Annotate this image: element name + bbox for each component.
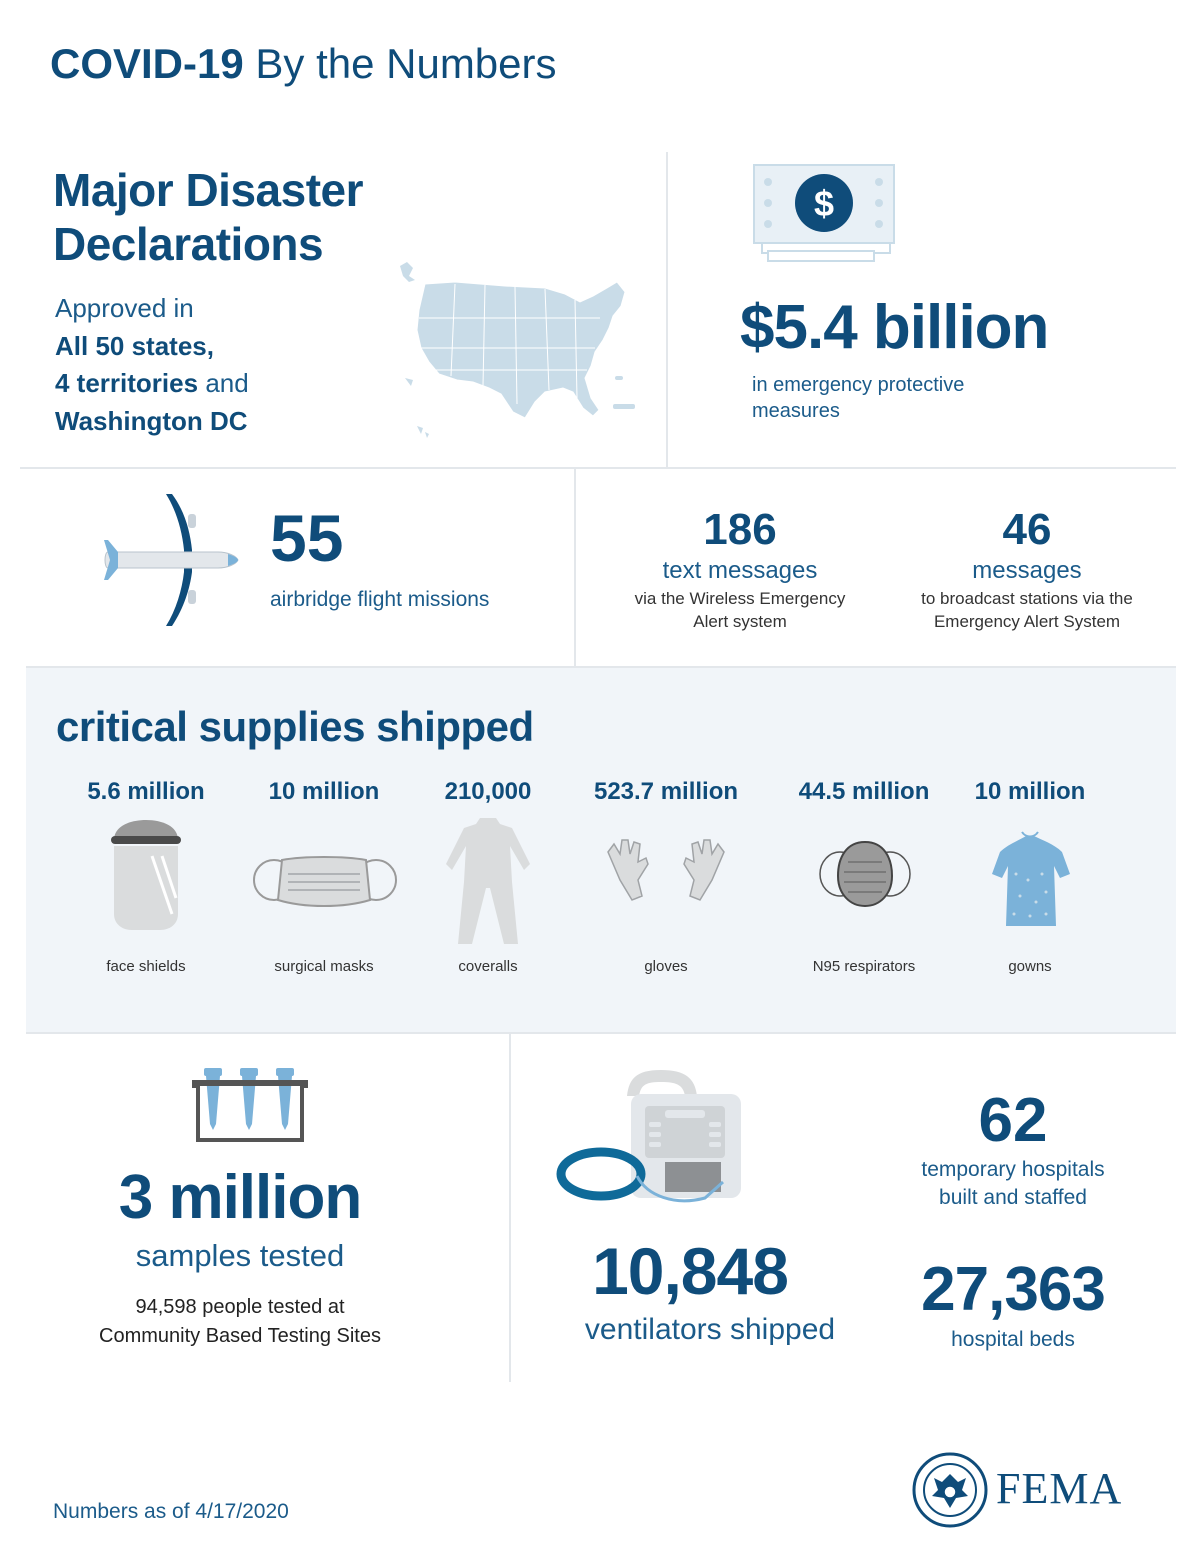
surgical-mask-icon bbox=[244, 818, 404, 948]
divider bbox=[509, 1034, 511, 1382]
supply-value: 523.7 million bbox=[593, 778, 739, 805]
text-messages-description: via the Wireless Emergency Alert system bbox=[634, 589, 846, 631]
tests-label: samples tested bbox=[135, 1238, 345, 1273]
heading-line: Major Disaster bbox=[53, 164, 364, 216]
fema-logo-text: FEMA bbox=[996, 1464, 1123, 1513]
flights-value: 55 bbox=[270, 501, 344, 575]
page-title bbox=[50, 40, 557, 88]
supply-value: 210,000 bbox=[444, 778, 532, 805]
text-messages-value: 186 bbox=[703, 505, 777, 554]
supply-label: N95 respirators bbox=[812, 958, 916, 975]
svg-text:$: $ bbox=[813, 183, 835, 224]
heading-line: Declarations bbox=[53, 218, 324, 270]
face-shield-icon bbox=[66, 818, 226, 948]
supply-item bbox=[408, 778, 568, 975]
ventilators-label: ventilators shipped bbox=[584, 1313, 836, 1346]
tests-subtext-line: 94,598 people tested at bbox=[135, 1296, 345, 1318]
data-date-note: Numbers as of 4/17/2020 bbox=[53, 1500, 289, 1523]
supply-item bbox=[586, 778, 746, 975]
supply-label: gloves bbox=[644, 958, 688, 975]
supply-item bbox=[244, 778, 404, 975]
test-tubes-icon bbox=[188, 1064, 312, 1144]
hospitals-label bbox=[893, 1156, 1133, 1212]
divider bbox=[26, 1032, 1176, 1034]
tests-value: 3 million bbox=[118, 1163, 362, 1232]
gloves-icon bbox=[586, 818, 746, 948]
dhs-seal-icon bbox=[912, 1452, 988, 1528]
supply-value: 44.5 million bbox=[798, 778, 930, 805]
funding-value: $5.4 billion bbox=[740, 293, 1049, 362]
text-messages-title: text messages bbox=[662, 557, 818, 584]
dc-text: Washington DC bbox=[55, 405, 248, 436]
title-rest: By the Numbers bbox=[255, 40, 557, 87]
hospitals-value: 62 bbox=[978, 1086, 1048, 1155]
declarations-heading bbox=[53, 163, 363, 271]
states-text: All 50 states, bbox=[55, 330, 214, 361]
supplies-heading: critical supplies shipped bbox=[56, 703, 534, 750]
airplane-icon bbox=[100, 490, 245, 630]
beds-label: hospital beds bbox=[951, 1328, 1075, 1351]
supply-value: 10 million bbox=[268, 778, 380, 805]
coveralls-icon bbox=[408, 818, 568, 948]
supply-value: 10 million bbox=[974, 778, 1086, 805]
divider bbox=[666, 152, 668, 467]
divider bbox=[574, 469, 576, 666]
title-bold: COVID-19 bbox=[50, 40, 244, 87]
hospitals-label-line: built and staffed bbox=[939, 1186, 1087, 1209]
supply-item bbox=[66, 778, 226, 975]
funding-description: in emergency protective measures bbox=[752, 374, 965, 422]
ventilators-value: 10,848 bbox=[592, 1234, 788, 1308]
ventilator-icon bbox=[555, 1066, 750, 1212]
territories-text: 4 territories bbox=[55, 368, 199, 398]
declarations-details bbox=[55, 290, 249, 440]
supply-label: face shields bbox=[106, 958, 186, 975]
tests-subtext bbox=[60, 1293, 420, 1351]
broadcast-messages-value: 46 bbox=[1002, 505, 1052, 554]
supply-label: gowns bbox=[1008, 958, 1052, 975]
dollar-bill-icon bbox=[752, 163, 897, 265]
broadcast-messages-title: messages bbox=[972, 557, 1082, 584]
flights-label: airbridge flight missions bbox=[270, 588, 490, 611]
approved-text: Approved in bbox=[55, 293, 194, 323]
gown-icon bbox=[950, 818, 1110, 948]
divider bbox=[20, 467, 1176, 469]
supply-label: surgical masks bbox=[274, 958, 374, 975]
supply-label: coveralls bbox=[458, 958, 518, 975]
beds-value: 27,363 bbox=[921, 1255, 1105, 1324]
us-map-icon bbox=[395, 258, 640, 443]
supply-item bbox=[950, 778, 1110, 975]
hospitals-label-line: temporary hospitals bbox=[921, 1158, 1105, 1181]
text-messages-block bbox=[620, 505, 860, 633]
supply-value: 5.6 million bbox=[87, 778, 205, 805]
tests-subtext-line: Community Based Testing Sites bbox=[99, 1325, 381, 1347]
and-text: and bbox=[205, 368, 249, 398]
broadcast-messages-description: to broadcast stations via the Emergency Alert System bbox=[921, 589, 1133, 631]
respirator-icon bbox=[784, 818, 944, 948]
supply-item bbox=[784, 778, 944, 975]
broadcast-messages-block bbox=[900, 505, 1154, 633]
